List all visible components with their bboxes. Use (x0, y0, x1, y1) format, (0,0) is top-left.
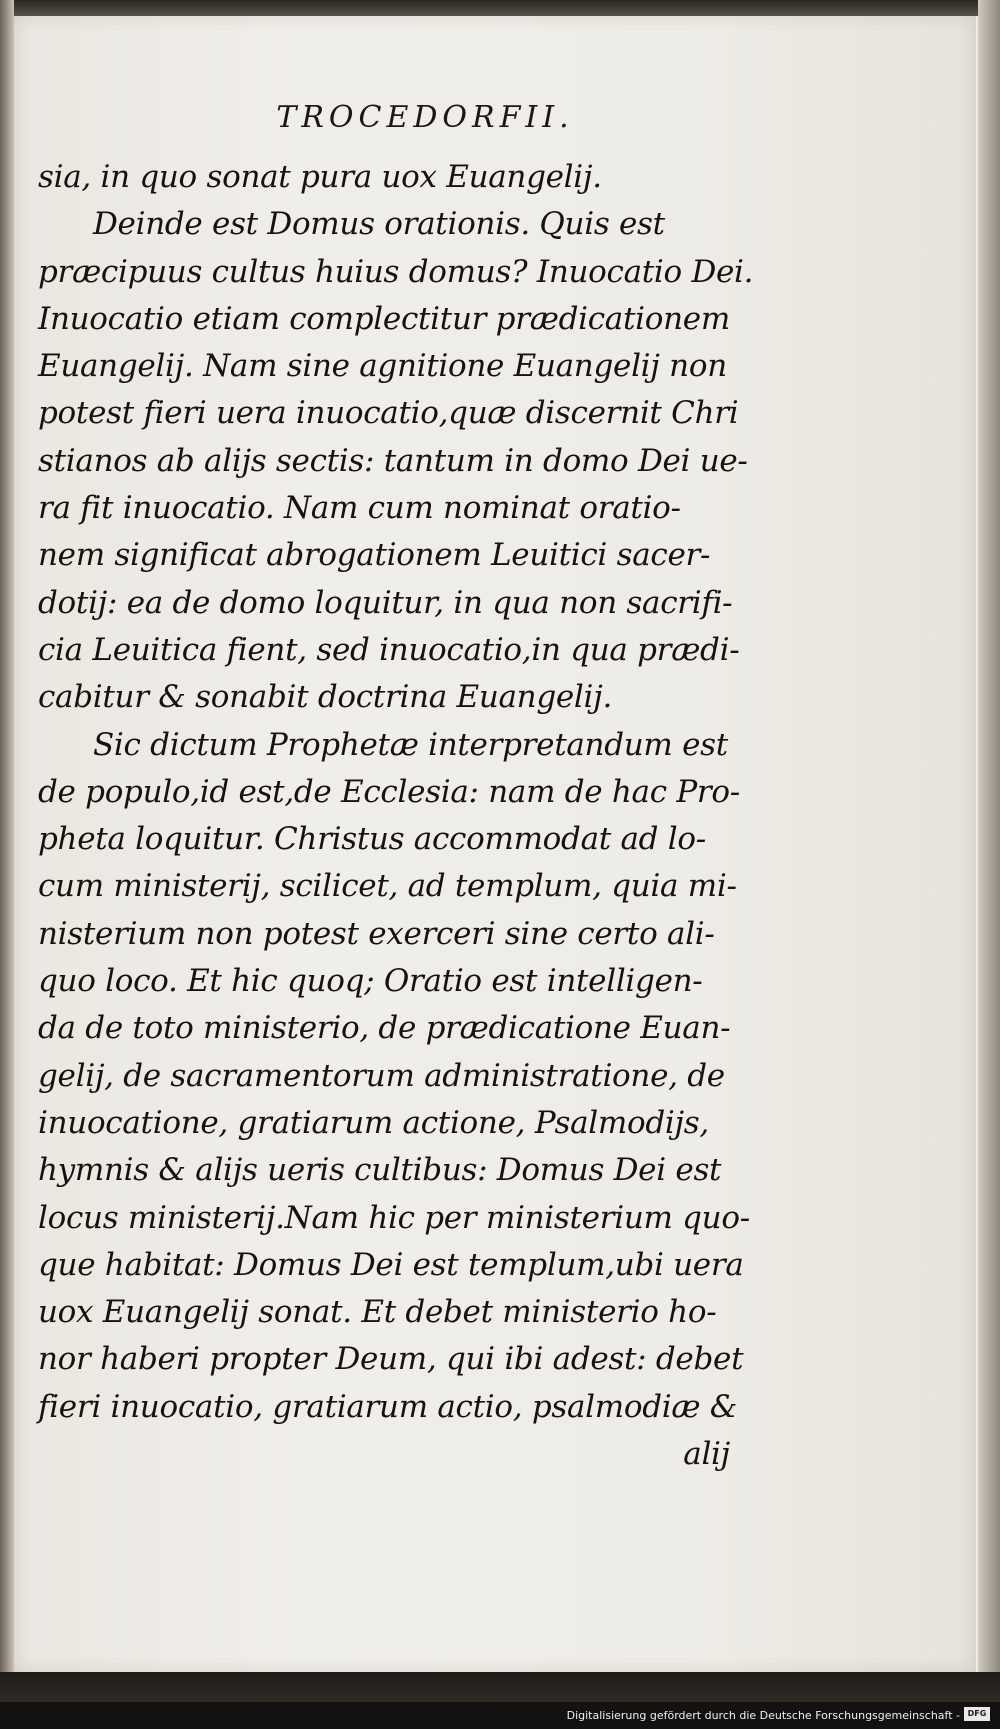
text-line: hymnis & alijs ueris cultibus: Domus Dei est (38, 1152, 722, 1189)
text-line: de populo,id est,de Ecclesia: nam de hac Pro- (38, 773, 740, 810)
text-line: ra fit inuocatio. Nam cum nominat oratio- (38, 490, 681, 527)
text-line: fieri inuocatio, gratiarum actio, psalmodiæ & (38, 1388, 738, 1425)
scan-left-edge (0, 0, 14, 1729)
text-line: cum ministerij, scilicet, ad templum, quia mi- (38, 868, 737, 905)
text-line: stianos ab alijs sectis: tantum in domo Dei ue- (38, 442, 748, 479)
text-line: dotij: ea de domo loquitur, in qua non sacrifi- (38, 584, 733, 621)
text-line: que habitat: Domus Dei est templum,ubi uera (38, 1246, 744, 1283)
body-text (38, 154, 758, 1478)
text-line: Inuocatio etiam complectitur prædicationem (38, 300, 730, 337)
text-line: quo loco. Et hic quoq; Oratio est intelligen- (38, 963, 703, 1000)
text-line: uox Euangelij sonat. Et debet ministerio ho- (38, 1294, 717, 1331)
text-line: cia Leuitica fient, sed inuocatio,in qua prædi- (38, 631, 740, 668)
text-line: nem significat abrogationem Leuitici sacer- (38, 537, 711, 574)
dfg-logo: DFG (964, 1707, 990, 1721)
text-line: nisterium non potest exerceri sine certo ali- (38, 915, 715, 952)
scan-bottom-edge (0, 1672, 1000, 1702)
text-line: pheta loquitur. Christus accommodat ad lo- (38, 821, 706, 858)
catchword: alij (683, 1436, 730, 1473)
text-line: inuocatione, gratiarum actione, Psalmodijs, (38, 1104, 709, 1141)
text-line: da de toto ministerio, de prædicatione Euan- (38, 1010, 731, 1047)
text-line: nor haberi propter Deum, qui ibi adest: debet (38, 1341, 744, 1378)
running-head: TROCEDORFII. (276, 100, 574, 135)
text-line: Sic dictum Prophetæ interpretandum est (93, 726, 728, 763)
text-line: locus ministerij.Nam hic per ministerium quo- (38, 1199, 750, 1236)
text-line: cabitur & sonabit doctrina Euangelij. (38, 679, 613, 716)
book-page (14, 14, 976, 1674)
text-line: sia, in quo sonat pura uox Euangelij. (38, 159, 602, 195)
text-line: Euangelij. Nam sine agnitione Euangelij non (38, 348, 727, 385)
text-line: gelij, de sacramentorum administratione, de (38, 1057, 725, 1094)
text-line: Deinde est Domus orationis. Quis est (93, 206, 665, 243)
text-line: potest fieri uera inuocatio,quæ discernit Chri (38, 395, 739, 432)
text-line: præcipuus cultus huius domus? Inuocatio Dei. (38, 253, 754, 290)
scan-right-edge (978, 0, 1000, 1729)
funding-notice: Digitalisierung gefördert durch die Deutsche Forschungsgemeinschaft - (566, 1709, 960, 1722)
scan-top-edge (0, 0, 1000, 16)
